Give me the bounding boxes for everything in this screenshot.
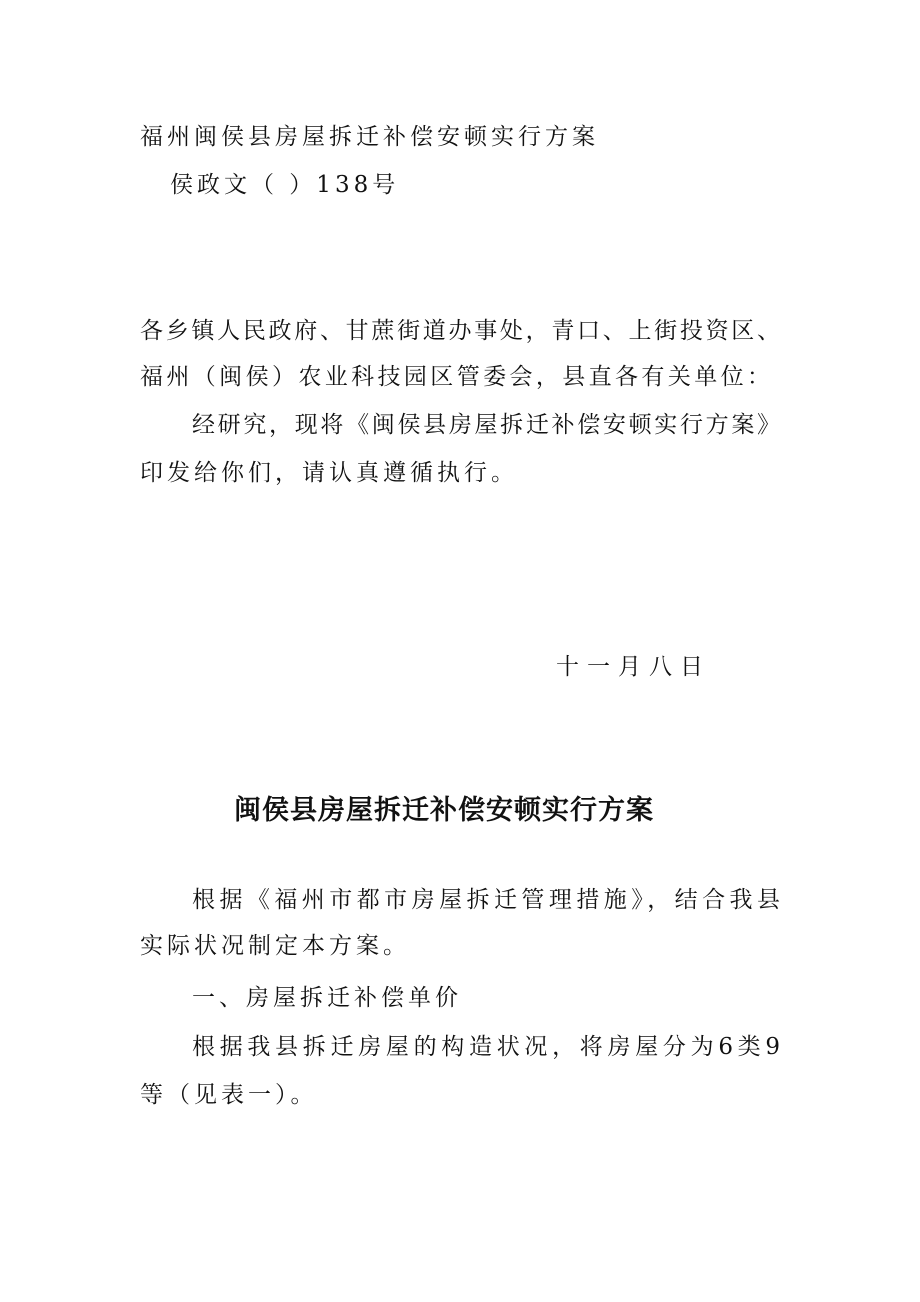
notice-body-line-2: 印发给你们，请认真遵循执行。	[140, 460, 518, 486]
plan-paragraph-1-line-2: 实际状况制定本方案。	[140, 933, 410, 959]
document-number: 侯政文（ ）138号	[170, 172, 400, 198]
section-1-heading: 一、房屋拆迁补偿单价	[192, 985, 462, 1011]
plan-paragraph-2-line-2: 等（见表一）。	[140, 1082, 318, 1108]
plan-title: 闽侯县房屋拆迁补偿安顿实行方案	[234, 795, 654, 826]
notice-subject: 福州闽侯县房屋拆迁补偿安顿实行方案	[140, 124, 599, 150]
plan-paragraph-2-line-1: 根据我县拆迁房屋的构造状况，将房屋分为6类9	[192, 1034, 780, 1060]
notice-body-line-1: 经研究，现将《闽侯县房屋拆迁补偿安顿实行方案》	[192, 412, 780, 438]
notice-date: 十一月八日	[556, 654, 711, 680]
addressee-line-1: 各乡镇人民政府、甘蔗街道办事处，青口、上街投资区、	[140, 318, 780, 344]
addressee-line-2: 福州（闽侯）农业科技园区管委会，县直各有关单位：	[140, 364, 770, 390]
plan-paragraph-1-line-1: 根据《福州市都市房屋拆迁管理措施》，结合我县	[192, 887, 780, 913]
